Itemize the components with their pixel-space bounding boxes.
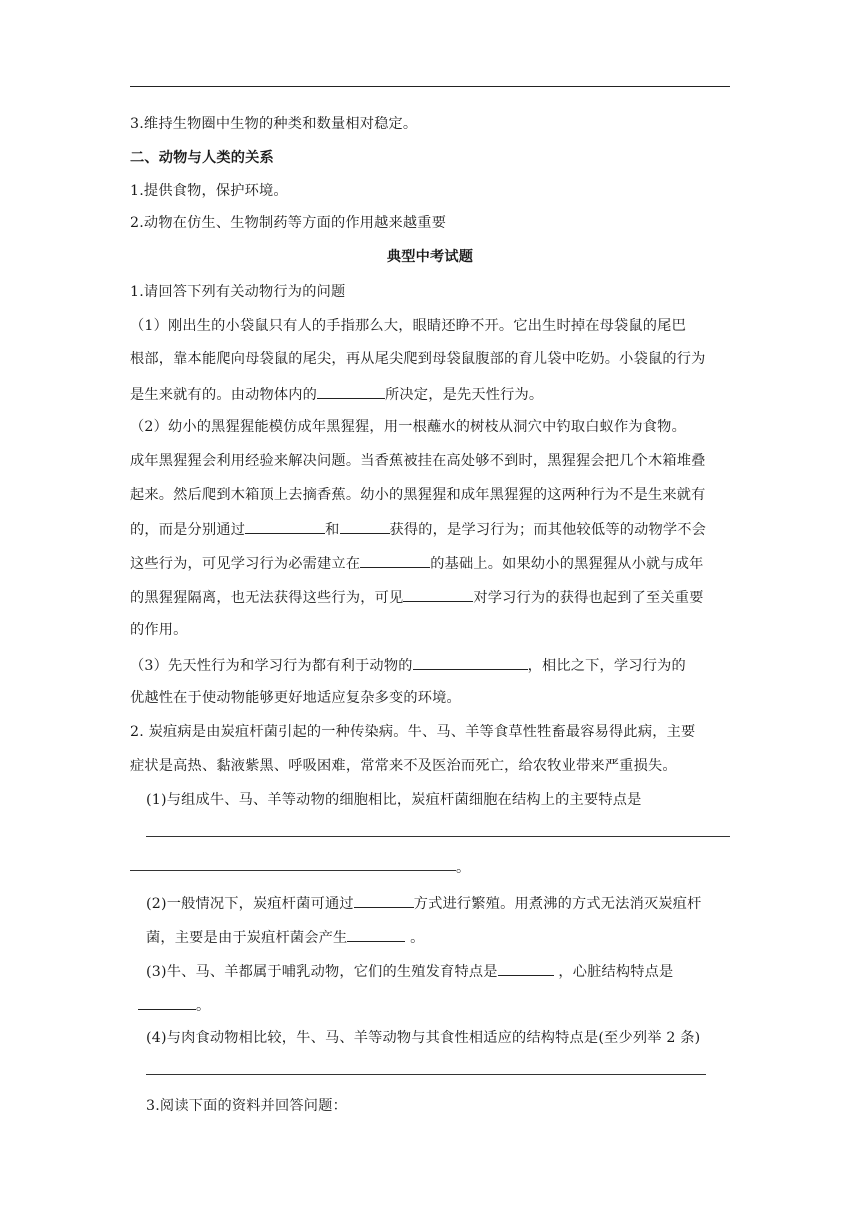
- answer-line[interactable]: [130, 870, 456, 871]
- sub-question: [146, 960, 673, 982]
- paragraph-line: 的作用。: [130, 622, 188, 638]
- answer-line[interactable]: [146, 836, 730, 837]
- paragraph-text: 方式进行繁殖。用煮沸的方式无法消灭炭疽杆: [413, 896, 702, 912]
- answer-blank[interactable]: [413, 654, 528, 670]
- paragraph-text: (3)牛、马、羊都属于哺乳动物，它们的生殖发育特点是: [146, 964, 498, 980]
- paragraph-text: 。: [405, 930, 425, 946]
- paragraph-text: 。: [196, 998, 211, 1014]
- sub-question: (1)与组成牛、马、羊等动物的细胞相比，炭疽杆菌细胞在结构上的主要特点是: [146, 792, 642, 808]
- paragraph-text: 这些行为，可见学习行为必需建立在: [130, 556, 361, 572]
- paragraph-line: （2）幼小的黑猩猩能模仿成年黑猩猩，用一根蘸水的树枝从洞穴中钓取白蚁作为食物。: [130, 419, 686, 435]
- paragraph-text: 的，而是分别通过: [130, 522, 246, 538]
- paragraph-line: 起来。然后爬到木箱顶上去摘香蕉。幼小的黑猩猩和成年黑猩猩的这两种行为不是生来就有: [130, 487, 706, 503]
- paragraph-text: ，相比之下，学习行为的: [527, 658, 686, 674]
- answer-blank[interactable]: [354, 892, 414, 908]
- paragraph-line: 根部，靠本能爬向母袋鼠的尾尖，再从尾尖爬到母袋鼠腹部的育儿袋中吃奶。小袋鼠的行为: [130, 351, 706, 367]
- page-title: 典型中考试题: [386, 249, 474, 265]
- paragraph-text: 是生来就有的。由动物体内的: [130, 387, 318, 403]
- header-rule: [130, 86, 730, 87]
- paragraph-text: 的基础上。如果幼小的黑猩猩从小就与成年: [430, 556, 704, 572]
- paragraph-text: (2)一般情况下，炭疽杆菌可通过: [146, 896, 354, 912]
- paragraph-text: 和: [325, 522, 340, 538]
- paragraph-line: [130, 654, 686, 676]
- paragraph-line: 症状是高热、黏液紫黑、呼吸困难，常常来不及医治而死亡，给农牧业带来严重损失。: [130, 758, 677, 774]
- sub-question: [146, 892, 702, 914]
- paragraph-line: [130, 518, 706, 540]
- question-3: 3.阅读下面的资料并回答问题：: [146, 1098, 347, 1114]
- period-mark: 。: [456, 860, 471, 876]
- text-line: 2.动物在仿生、生物制药等方面的作用越来越重要: [130, 215, 447, 231]
- answer-blank[interactable]: [498, 960, 554, 976]
- paragraph-line: （1）刚出生的小袋鼠只有人的手指那么大，眼睛还睁不开。它出生时掉在母袋鼠的尾巴: [130, 318, 686, 334]
- answer-blank[interactable]: [347, 926, 405, 942]
- paragraph-line: [146, 926, 425, 948]
- answer-blank[interactable]: [317, 383, 385, 399]
- paragraph-text: 菌，主要是由于炭疽杆菌会产生: [146, 930, 348, 946]
- paragraph-line: [130, 383, 543, 405]
- answer-blank[interactable]: [245, 518, 325, 534]
- text-line: 3.维持生物圈中生物的种类和数量相对稳定。: [130, 116, 418, 132]
- answer-blank[interactable]: [360, 552, 430, 568]
- paragraph-line: 优越性在于使动物能够更好地适应复杂多变的环境。: [130, 690, 461, 706]
- paragraph-line: [130, 586, 704, 608]
- paragraph-text: 的黑猩猩隔离，也无法获得这些行为，可见: [130, 590, 404, 606]
- section-heading: 二、动物与人类的关系: [130, 150, 274, 166]
- paragraph-text: 对学习行为的获得也起到了至关重要: [473, 590, 704, 606]
- paragraph-text: ，心脏结构特点是: [553, 964, 674, 980]
- paragraph-text: 获得的，是学习行为；而其他较低等的动物学不会: [389, 522, 707, 538]
- answer-blank[interactable]: [403, 586, 473, 602]
- paragraph-text: 所决定，是先天性行为。: [385, 387, 544, 403]
- paragraph-line: [138, 994, 210, 1016]
- question-1: 1.请回答下列有关动物行为的问题: [130, 284, 346, 300]
- answer-line[interactable]: [146, 1074, 706, 1075]
- answer-blank[interactable]: [138, 994, 196, 1010]
- answer-blank[interactable]: [340, 518, 390, 534]
- paragraph-line: [130, 552, 704, 574]
- paragraph-line: 成年黑猩猩会利用经验来解决问题。当香蕉被挂在高处够不到时，黑猩猩会把几个木箱堆叠: [130, 453, 706, 469]
- sub-question: (4)与肉食动物相比较，牛、马、羊等动物与其食性相适应的结构特点是(至少列举 2 条): [146, 1030, 701, 1046]
- text-line: 1.提供食物，保护环境。: [130, 183, 288, 199]
- question-2: 2. 炭疽病是由炭疽杆菌引起的一种传染病。牛、马、羊等食草性牲畜最容易得此病，主要: [130, 724, 696, 740]
- paragraph-text: （3）先天性行为和学习行为都有利于动物的: [130, 658, 413, 674]
